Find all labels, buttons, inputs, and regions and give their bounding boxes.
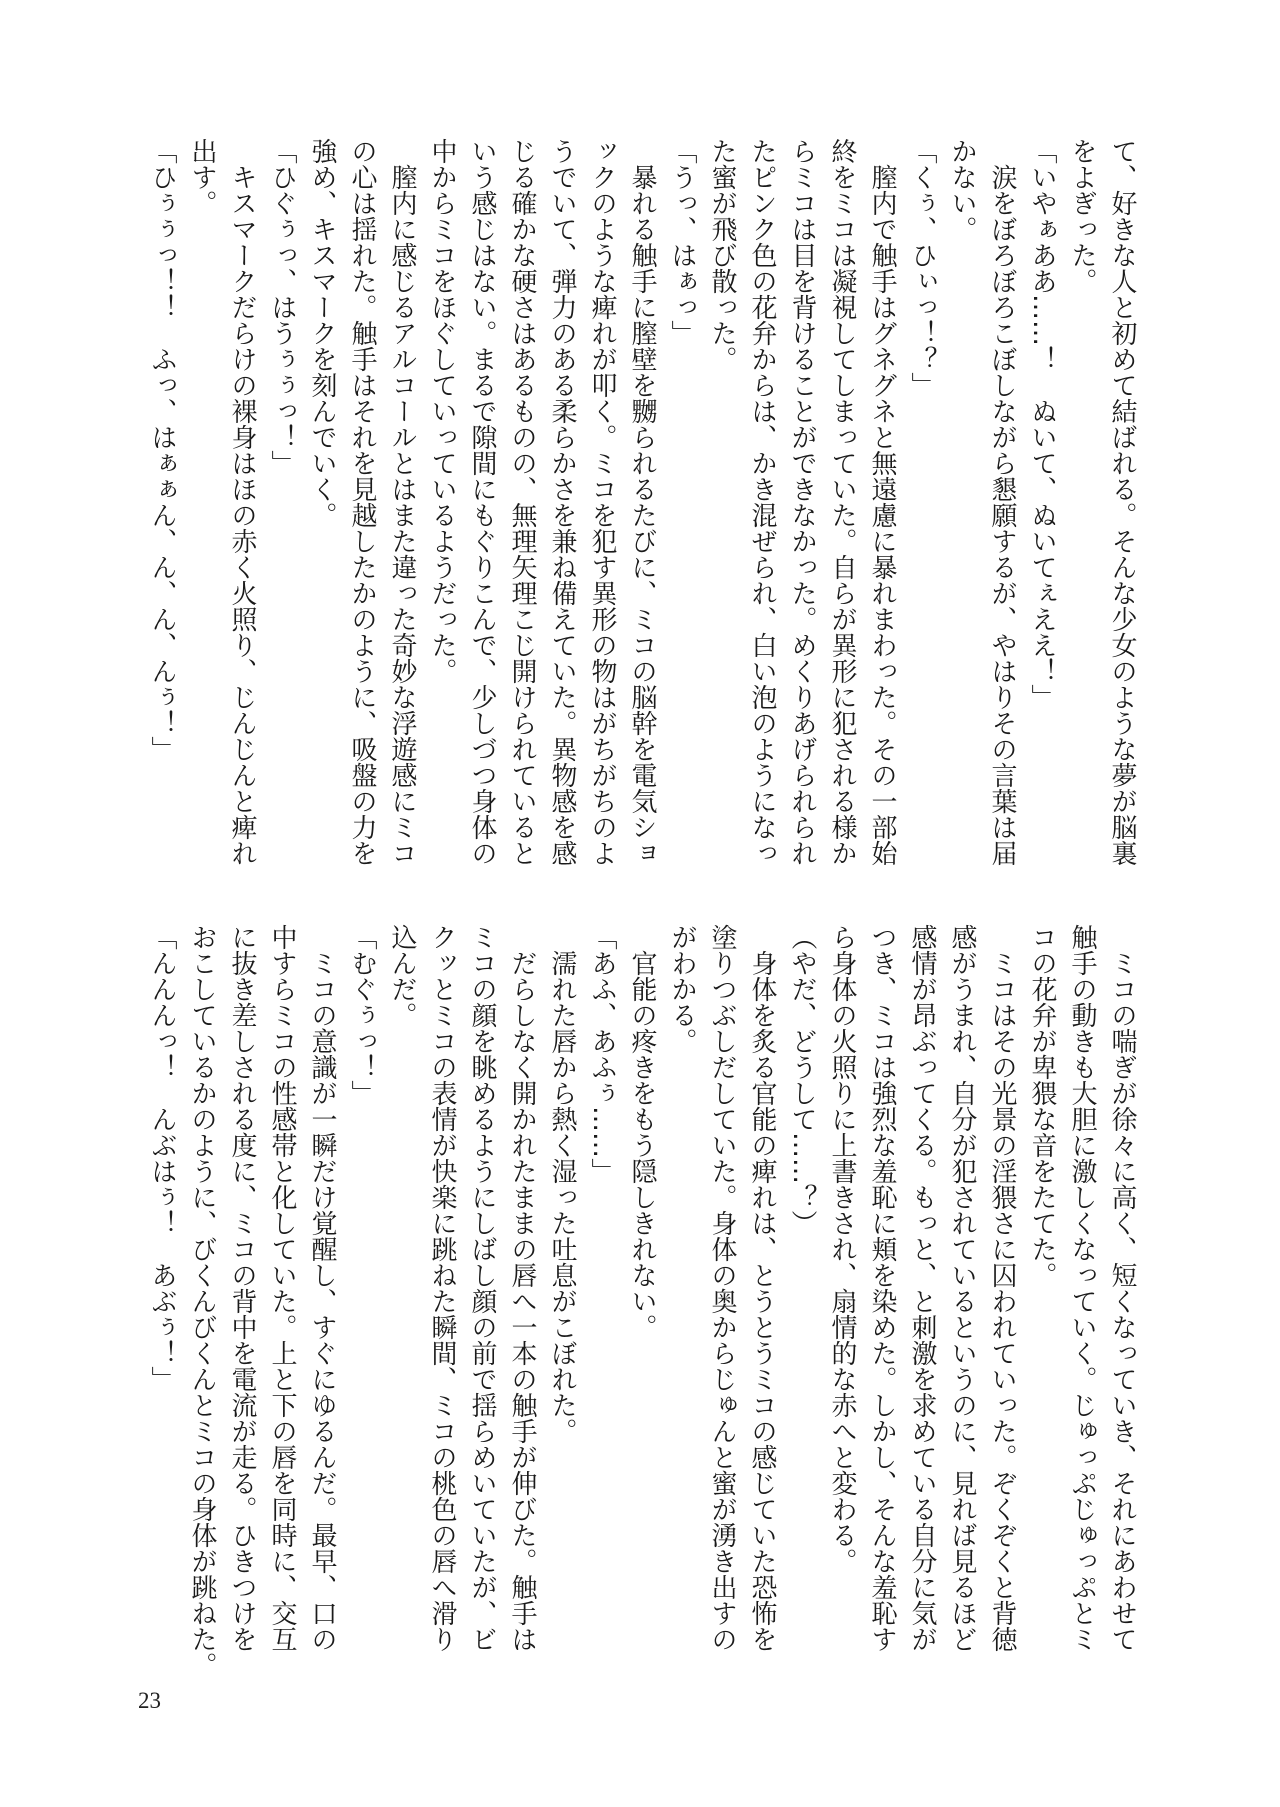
text-line: 膣内で触手はグネグネと無遠慮に暴れまわった。その一部始: [867, 138, 897, 866]
text-line: ミコはその光景の淫猥さに囚われていった。ぞくぞくと背徳: [987, 924, 1017, 1652]
text-line: おこしているかのように、びくんびくんとミコの身体が跳ねた。: [187, 924, 217, 1678]
text-line: 膣内に感じるアルコールとはまた違った奇妙な浮遊感にミコ: [387, 138, 417, 866]
text-line: 感情が昂ぶってくる。もっと、と刺激を求めている自分に気が: [907, 924, 937, 1652]
text-line: 「あふ、あふぅ……」: [587, 924, 617, 1184]
text-line: 終をミコは凝視してしまっていた。自らが異形に犯される様か: [827, 138, 857, 866]
text-line: て、好きな人と初めて結ばれる。そんな少女のような夢が脳裏: [1107, 138, 1137, 866]
text-line: ックのような痺れが叩く。ミコを犯す異形の物はがちがちのよ: [587, 138, 617, 866]
text-block-top: [138, 138, 1142, 878]
text-line: ミコの意識が一瞬だけ覚醒し、すぐにゆるんだ。最早、口の: [307, 924, 337, 1652]
text-line: をよぎった。: [1067, 138, 1097, 294]
text-line: がわかる。: [667, 924, 697, 1054]
text-line: 塗りつぶしだしていた。身体の奥からじゅんと蜜が湧き出すの: [707, 924, 737, 1652]
text-line: 「んんんっ！ んぶはぅ！ あぶぅ！」: [147, 924, 177, 1392]
text-line: 「いやぁああ……！ ぬいて、ぬいてぇええ！」: [1027, 138, 1057, 710]
text-line: 身体を炙る官能の痺れは、とうとうミコの感じていた恐怖を: [747, 924, 777, 1652]
text-line: 濡れた唇から熱く湿った吐息がこぼれた。: [547, 924, 577, 1444]
text-line: 「うっ、はぁっ」: [667, 138, 697, 346]
text-line: うでいて、弾力のある柔らかさを兼ね備えていた。異物感を感: [547, 138, 577, 866]
text-line: 官能の疼きをもう隠しきれない。: [627, 924, 657, 1340]
text-line: らミコは目を背けることができなかった。めくりあげられられ: [787, 138, 817, 866]
text-line: キスマークだらけの裸身はほの赤く火照り、じんじんと痺れ: [227, 138, 257, 866]
text-line: つき、ミコは強烈な羞恥に頬を染めた。しかし、そんな羞恥す: [867, 924, 897, 1652]
text-line: 感がうまれ、自分が犯されているというのに、見れば見るほど: [947, 924, 977, 1652]
text-line: かない。: [947, 138, 977, 242]
text-line: 強め、キスマークを刻んでいく。: [307, 138, 337, 528]
text-line: いう感じはない。まるで隙間にもぐりこんで、少しづつ身体の: [467, 138, 497, 866]
text-line: じる確かな硬さはあるものの、無理矢理こじ開けられていると: [507, 138, 537, 866]
text-line: コの花弁が卑猥な音をたてた。: [1027, 924, 1057, 1288]
text-line: 「ひぐぅっ、はうぅぅっ！」: [267, 138, 297, 476]
text-line: た蜜が飛び散った。: [707, 138, 737, 372]
text-line: 触手の動きも大胆に激しくなっていく。じゅっぷじゅっぷとミ: [1067, 924, 1097, 1652]
text-line: だらしなく開かれたままの唇へ一本の触手が伸びた。触手は: [507, 924, 537, 1652]
page-number: 23: [138, 1688, 161, 1713]
text-line: に抜き差しされる度に、ミコの背中を電流が走る。ひきつけを: [227, 924, 257, 1652]
text-line: 中すらミコの性感帯と化していた。上と下の唇を同時に、交互: [267, 924, 297, 1652]
text-line: 涙をぼろぼろこぼしながら懇願するが、やはりその言葉は届: [987, 138, 1017, 866]
text-line: たピンク色の花弁からは、かき混ぜられ、白い泡のようになっ: [747, 138, 777, 866]
text-line: 「むぐぅっ！」: [347, 924, 377, 1106]
text-line: ら身体の火照りに上書きされ、扇情的な赤へと変わる。: [827, 924, 857, 1574]
text-line: 出す。: [187, 138, 217, 216]
text-line: 「くぅ、ひぃっ！？」: [907, 138, 937, 398]
text-line: 中からミコをほぐしていっているようだった。: [427, 138, 457, 684]
text-line: （やだ、どうして……？）: [787, 924, 817, 1236]
text-line: 暴れる触手に膣壁を嬲られるたびに、ミコの脳幹を電気ショ: [627, 138, 657, 866]
text-line: の心は揺れた。触手はそれを見越したかのように、吸盤の力を: [347, 138, 377, 866]
text-block-bottom: [138, 924, 1142, 1678]
text-line: 「ひぅぅっ！！ ふっ、はぁぁん、ん、ん、んぅ！」: [147, 138, 177, 762]
text-line: クッとミコの表情が快楽に跳ねた瞬間、ミコの桃色の唇へ滑り: [427, 924, 457, 1652]
text-line: ミコの喘ぎが徐々に高く、短くなっていき、それにあわせて: [1107, 924, 1137, 1652]
text-line: 込んだ。: [387, 924, 417, 1028]
text-line: ミコの顔を眺めるようにしばし顔の前で揺らめいていたが、ビ: [467, 924, 497, 1652]
